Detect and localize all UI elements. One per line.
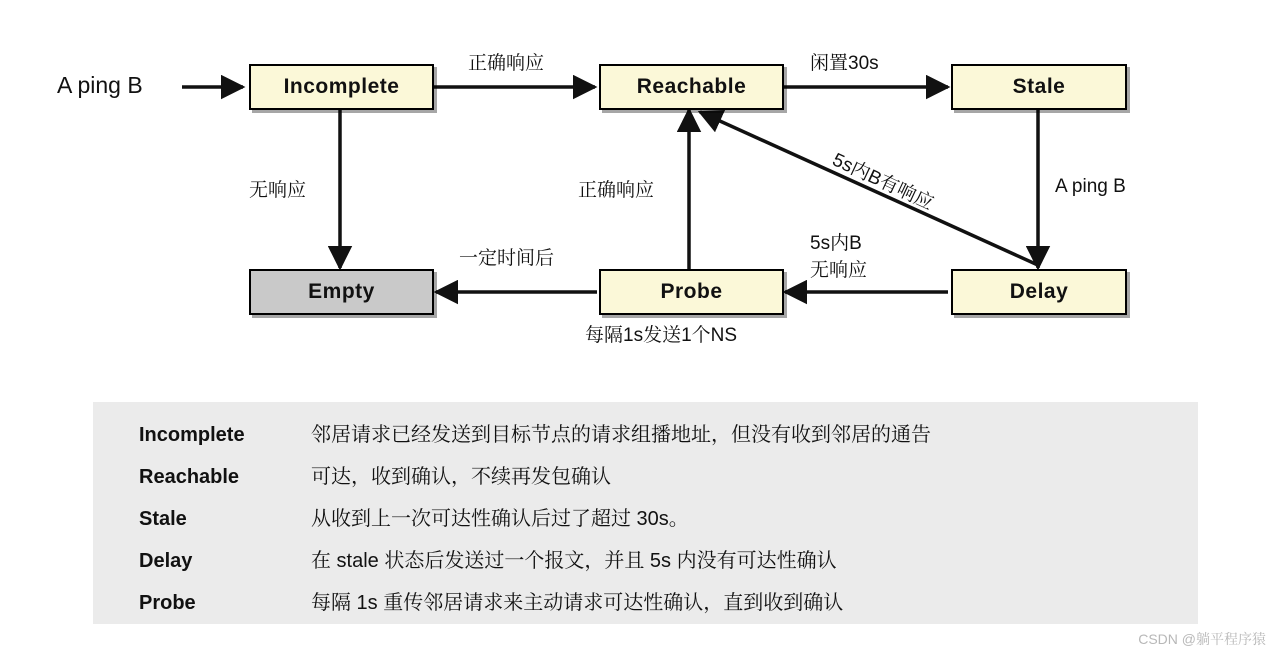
watermark: CSDN @躺平程序猿	[1138, 631, 1266, 647]
legend-description: 可达，收到确认，不续再发包确认	[311, 466, 611, 488]
legend-row	[93, 418, 1198, 460]
legend-term: Reachable	[139, 466, 240, 488]
legend-panel	[93, 402, 1198, 624]
edge-label-probe-empty: 一定时间后	[459, 248, 555, 269]
start-label: A ping B	[57, 72, 143, 98]
legend-row	[93, 502, 1198, 544]
state-node-empty[interactable]: Empty	[249, 269, 434, 315]
legend-description: 每隔 1s 重传邻居请求来主动请求可达性确认，直到收到确认	[311, 592, 844, 614]
edge-label-probe-retransmit: 每隔1s发送1个NS	[585, 325, 738, 346]
legend-row	[93, 544, 1198, 586]
state-node-stale[interactable]: Stale	[951, 64, 1127, 110]
edge-label-probe-reachable: 正确响应	[578, 180, 655, 201]
legend-description: 从收到上一次可达性确认后过了超过 30s。	[311, 508, 689, 530]
state-node-reachable[interactable]: Reachable	[599, 64, 784, 110]
legend-row	[93, 586, 1198, 628]
edge-label-delay-reachable: 5s内B有响应	[829, 149, 937, 215]
state-node-delay[interactable]: Delay	[951, 269, 1127, 315]
state-node-probe[interactable]: Probe	[599, 269, 784, 315]
legend-description: 邻居请求已经发送到目标节点的请求组播地址，但没有收到邻居的通告	[311, 424, 931, 446]
legend-term: Probe	[139, 592, 196, 614]
edge-label-incomplete-reachable: 正确响应	[468, 53, 545, 74]
legend-term: Stale	[139, 508, 187, 530]
edge-label-stale-delay: A ping B	[1055, 176, 1126, 197]
legend-term: Incomplete	[139, 424, 245, 446]
edge-label-delay-probe-line2: 无响应	[810, 260, 868, 281]
legend-row	[93, 460, 1198, 502]
edge-label-incomplete-empty: 无响应	[249, 180, 307, 201]
legend-description: 在 stale 状态后发送过一个报文，并且 5s 内没有可达性确认	[311, 550, 837, 572]
edge-label-reachable-stale: 闲置30s	[810, 53, 879, 74]
edge-label-delay-probe-line1: 5s内B	[810, 233, 862, 254]
state-node-incomplete[interactable]: Incomplete	[249, 64, 434, 110]
legend-term: Delay	[139, 550, 193, 572]
